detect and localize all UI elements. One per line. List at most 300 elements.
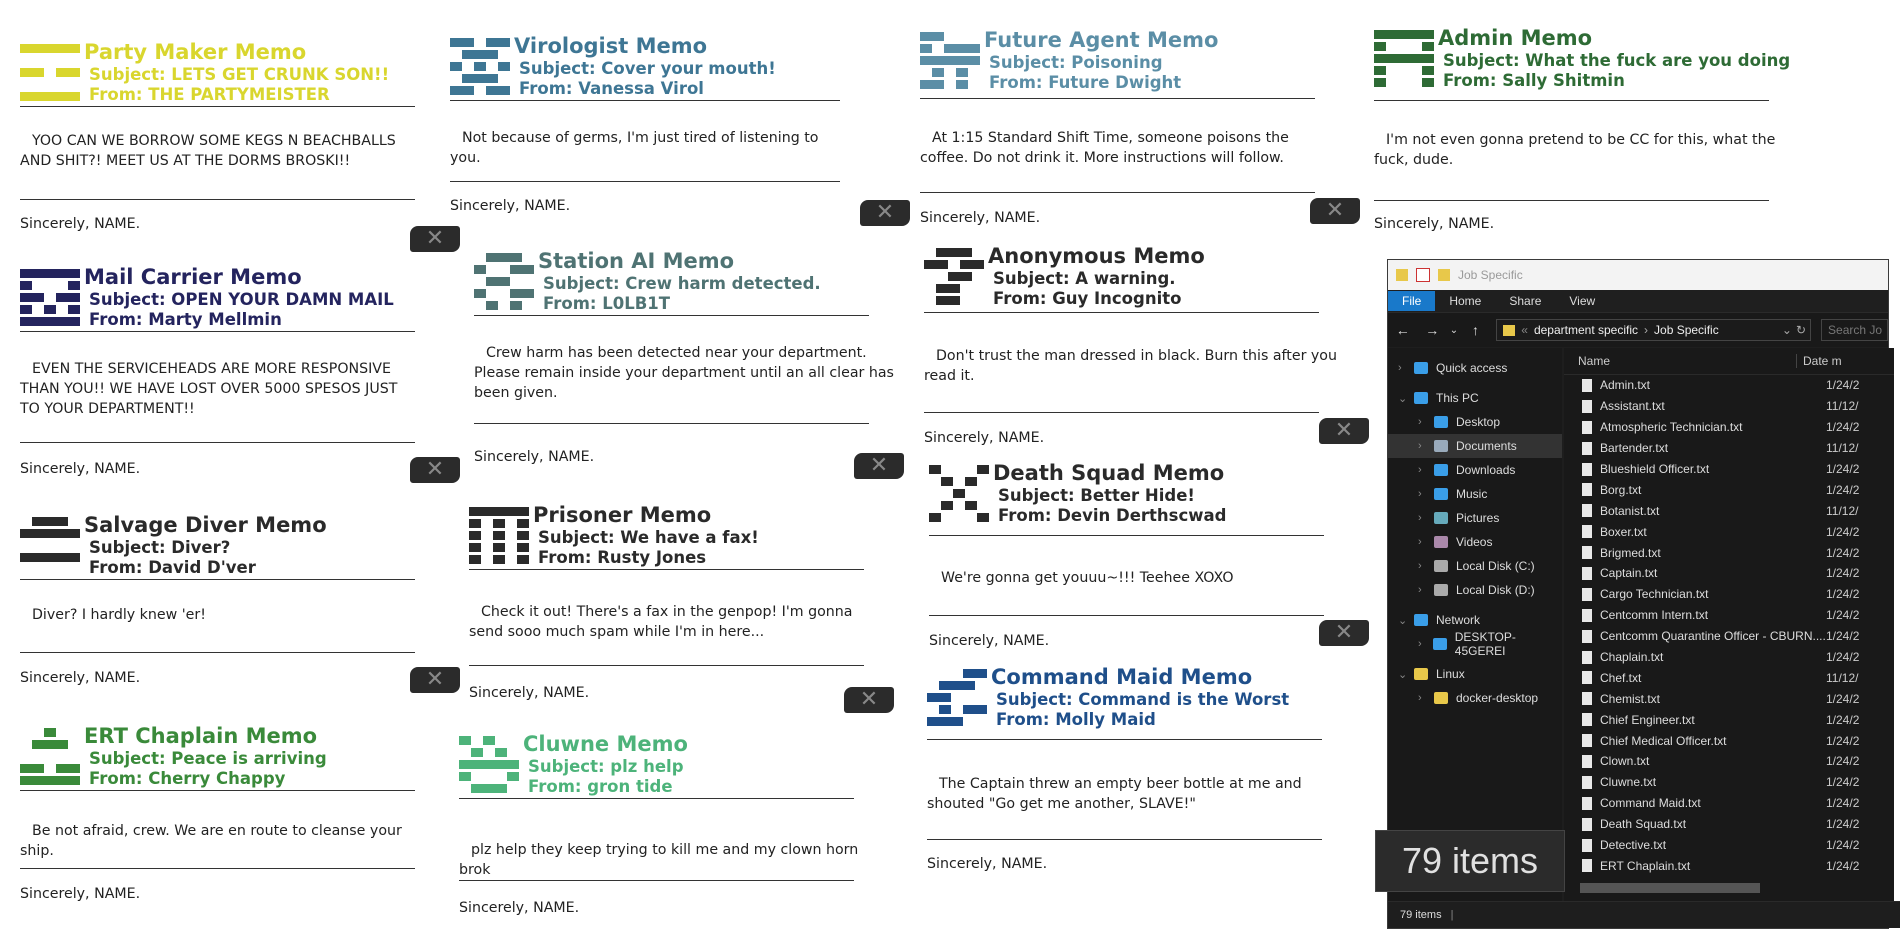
close-icon: ✕ [1334,620,1354,645]
text-file-icon [1582,609,1592,622]
forward-icon[interactable]: → [1425,322,1440,338]
logo-pixel [20,529,32,538]
logo-pixel [56,44,68,53]
file-name: Chief Medical Officer.txt [1600,733,1727,748]
nav-item[interactable] [1388,482,1562,506]
file-name: Captain.txt [1600,566,1658,581]
nav-item-label: Desktop [1456,415,1501,429]
file-row[interactable] [1564,396,1894,417]
nav-item[interactable] [1388,632,1562,656]
file-date: 1/24/2 [1826,545,1860,560]
logo-pixel [44,92,56,101]
memo-body: At 1:15 Standard Shift Time, someone poisons the coffee. Do not drink it. More instructions will follow. [920,130,1289,166]
logo-pixel [941,501,953,510]
text-file-icon [1582,463,1592,476]
file-name: Admin.txt [1600,378,1651,393]
divider [927,839,1322,840]
back-icon[interactable]: ← [1395,322,1410,338]
logo-pixel [517,543,529,552]
overflow-chevron-icon[interactable]: « [1521,323,1528,337]
status-bar [1388,901,1900,928]
close-button[interactable] [1310,198,1360,224]
logo-pixel [32,269,44,278]
logo-pixel [517,531,529,540]
file-row[interactable] [1564,751,1894,772]
up-icon[interactable]: ↑ [1472,322,1480,338]
divider [20,442,415,443]
file-date: 1/24/2 [1826,775,1860,790]
memo-logo-icon [20,44,82,106]
memo-body: Crew harm has been detected near your department. Please remain inside your department until an all clear has been given. [474,345,894,401]
memo-header [991,665,1289,730]
properties-icon[interactable] [1416,268,1430,282]
memo-signature: Sincerely, NAME. [924,430,1045,446]
file-name: Death Squad.txt [1600,817,1687,832]
logo-pixel [44,776,56,785]
recent-locations-icon[interactable]: ⌄ [1449,324,1459,336]
desktop-icon [1434,416,1448,428]
logo-pixel [941,477,953,486]
logo-pixel [486,86,498,95]
memo-from: From: THE PARTYMEISTER [89,85,330,104]
memo-from: From: Cherry Chappy [89,769,286,788]
logo-pixel [960,260,972,269]
memo-signature: Sincerely, NAME. [450,198,571,214]
file-row[interactable] [1564,793,1894,814]
nav-item-label: This PC [1436,391,1479,405]
logo-pixel [44,44,56,53]
logo-pixel [927,693,939,702]
logo-pixel [68,317,80,326]
memo-from: From: Marty Mellmin [89,310,282,329]
tab-home[interactable]: Home [1449,294,1482,308]
close-button[interactable] [410,457,460,483]
logo-pixel [481,507,493,516]
logo-pixel [927,717,939,726]
file-list [1564,348,1894,908]
memo-signature: Sincerely, NAME. [927,856,1048,872]
download-icon [1434,464,1448,476]
chevron-icon[interactable]: › [1418,488,1422,500]
memo-from: From: L0LB1T [543,294,671,313]
logo-pixel [68,92,80,101]
file-row[interactable] [1564,855,1894,876]
memo-body: YOO CAN WE BORROW SOME KEGS N BEACHBALLS AND SHIT?! MEET US AT THE DORMS BROSKI!! [20,133,396,169]
breadcrumb-department-specific[interactable]: department specific [1533,323,1639,337]
logo-pixel [56,776,68,785]
logo-pixel [493,519,505,528]
explorer-titlebar[interactable] [1388,260,1888,290]
file-row[interactable] [1564,626,1894,647]
logo-pixel [32,764,44,773]
nav-item[interactable] [1388,686,1562,710]
logo-pixel [493,507,505,516]
column-name-header[interactable]: Name [1578,354,1611,368]
memo-subject: Subject: OPEN YOUR DAMN MAIL [89,290,394,309]
file-date: 1/24/2 [1826,858,1860,873]
file-explorer-window[interactable] [1387,259,1889,929]
logo-pixel [960,272,972,281]
nav-item-label: docker-desktop [1456,691,1539,705]
file-name: Cargo Technician.txt [1600,587,1709,602]
logo-pixel [474,74,486,83]
file-row[interactable] [1564,459,1894,480]
breadcrumb-job-specific[interactable]: Job Specific [1654,323,1719,337]
close-button[interactable] [854,453,904,479]
divider [469,665,864,666]
file-name: Chief Engineer.txt [1600,712,1695,727]
divider [20,868,415,869]
nav-item-label: Downloads [1456,463,1516,477]
divider [920,192,1315,193]
close-button[interactable] [410,226,460,252]
logo-pixel [483,784,495,793]
logo-pixel [1422,66,1434,75]
memo-header [538,249,821,314]
nav-item[interactable] [1388,506,1562,530]
file-row[interactable] [1564,709,1894,730]
file-date: 11/12/ [1826,670,1859,685]
memo-logo-icon [20,728,82,790]
memo-logo-icon [20,517,82,579]
memo-subject: Subject: What the fuck are you doing [1443,51,1791,70]
file-name: Assistant.txt [1600,399,1665,414]
nav-item[interactable] [1388,578,1562,602]
logo-pixel [939,681,951,690]
logo-pixel [20,269,32,278]
folder-icon [1503,325,1515,336]
close-button[interactable] [860,200,910,226]
file-date: 11/12/ [1826,503,1859,518]
memo-title: Anonymous Memo [988,244,1205,268]
text-file-icon [1582,734,1592,747]
file-name: Atmospheric Technician.txt [1600,420,1743,435]
logo-pixel [68,529,80,538]
nav-item[interactable] [1388,608,1562,632]
file-date: 1/24/2 [1826,378,1860,393]
text-file-icon [1582,379,1592,392]
memo-body: EVEN THE SERVICEHEADS ARE MORE RESPONSIVE THAN YOU!! WE HAVE LOST OVER 5000 SPESOS JUST TO YOUR DEPARTMENT!! [20,361,398,417]
logo-pixel [44,517,56,526]
text-file-icon [1582,421,1592,434]
memo-logo-icon [450,38,512,100]
logo-pixel [68,269,80,278]
memo-title: Prisoner Memo [533,503,712,527]
logo-pixel [1386,54,1398,63]
file-row[interactable] [1564,605,1894,626]
logo-pixel [20,553,32,562]
file-row[interactable] [1564,667,1894,688]
file-date: 1/24/2 [1826,650,1860,665]
search-input[interactable]: Search Jo [1821,319,1888,341]
logo-pixel [471,748,483,757]
logo-pixel [510,253,522,262]
logo-pixel [517,555,529,564]
chevron-icon[interactable]: ⌄ [1398,668,1408,681]
divider [459,880,854,881]
memo-body: plz help they keep trying to kill me and my clown horn brok [459,842,859,878]
memo-body: Check it out! There's a fax in the genpop! I'm gonna send sooo much spam while I'm in here... [469,604,853,640]
file-row[interactable] [1564,772,1894,793]
memo-logo-icon [1374,30,1436,92]
file-date: 1/24/2 [1826,838,1860,853]
chevron-icon[interactable]: › [1418,692,1422,704]
logo-pixel [1398,30,1410,39]
logo-pixel [965,477,977,486]
divider [450,181,840,182]
column-date-header[interactable]: Date m [1796,354,1842,368]
file-date: 1/24/2 [1826,796,1860,811]
file-date: 1/24/2 [1826,733,1860,748]
memo-signature: Sincerely, NAME. [20,886,141,902]
divider [1374,200,1769,201]
logo-pixel [44,740,56,749]
nav-item[interactable] [1388,530,1562,554]
file-date: 1/24/2 [1826,629,1860,644]
computer-icon [1433,638,1446,650]
chevron-down-icon[interactable]: ⌄ [1781,323,1792,337]
divider [450,100,840,101]
file-row[interactable] [1564,563,1894,584]
logo-pixel [450,62,462,71]
memo-header [514,34,776,99]
memo-from: From: gron tide [528,777,673,796]
logo-pixel [1422,78,1434,87]
tab-share[interactable]: Share [1509,294,1542,308]
logo-pixel [932,56,944,65]
memo-subject: Subject: LETS GET CRUNK SON!! [89,65,390,84]
tab-view[interactable]: View [1569,294,1596,308]
logo-pixel [1422,42,1434,51]
memo-header [993,461,1226,526]
chevron-icon[interactable]: ⌄ [1398,614,1408,627]
nav-item[interactable] [1388,386,1562,410]
linux-icon [1414,668,1428,680]
logo-pixel [68,68,80,77]
logo-pixel [44,269,56,278]
text-file-icon [1582,588,1592,601]
chevron-icon[interactable]: › [1418,638,1422,650]
file-name: Centcomm Intern.txt [1600,608,1709,623]
memo-signature: Sincerely, NAME. [929,633,1050,649]
logo-pixel [471,784,483,793]
logo-pixel [469,507,481,516]
logo-pixel [977,465,989,474]
logo-pixel [1422,54,1434,63]
nav-item[interactable] [1388,410,1562,434]
logo-pixel [951,717,963,726]
chevron-icon[interactable]: › [1418,464,1422,476]
chevron-icon[interactable]: › [1418,440,1422,452]
file-name: Botanist.txt [1600,503,1660,518]
close-button[interactable] [1319,418,1369,444]
logo-pixel [968,56,980,65]
divider [20,652,415,653]
logo-pixel [517,507,529,516]
logo-pixel [495,748,507,757]
nav-item[interactable] [1388,662,1562,686]
file-row[interactable] [1564,479,1894,500]
close-button[interactable] [1319,620,1369,646]
file-name: Clown.txt [1600,754,1650,769]
divider [929,535,1324,536]
ribbon-tabs [1388,290,1888,313]
file-date: 1/24/2 [1826,754,1860,769]
logo-pixel [20,317,32,326]
logo-pixel [56,317,68,326]
logo-pixel [20,305,32,314]
divider [20,579,415,580]
logo-pixel [1422,30,1434,39]
nav-item-label: Videos [1456,535,1493,549]
file-row[interactable] [1564,688,1894,709]
memo-subject: Subject: Crew harm detected. [543,274,821,293]
nav-item[interactable] [1388,356,1562,380]
text-file-icon [1582,400,1592,413]
memo-title: Party Maker Memo [84,40,307,64]
logo-pixel [948,296,960,305]
file-row[interactable] [1564,417,1894,438]
logo-pixel [462,74,474,83]
memo-from: From: Devin Derthscwad [998,506,1227,525]
memo-signature: Sincerely, NAME. [469,685,590,701]
text-file-icon [1582,797,1592,810]
nav-item[interactable] [1388,554,1562,578]
nav-item-label: Documents [1456,439,1517,453]
nav-item[interactable] [1388,434,1562,458]
address-bar[interactable] [1496,319,1811,341]
file-row[interactable] [1564,542,1894,563]
logo-pixel [948,272,960,281]
text-file-icon [1582,713,1592,726]
new-folder-icon[interactable] [1438,269,1450,281]
logo-pixel [486,38,498,47]
logo-pixel [960,248,972,257]
logo-pixel [1410,54,1422,63]
memo-title: Salvage Diver Memo [84,513,327,537]
logo-pixel [68,553,80,562]
file-row[interactable] [1564,500,1894,521]
logo-pixel [32,553,44,562]
chevron-icon[interactable]: › [1418,416,1422,428]
file-row[interactable] [1564,521,1894,542]
logo-pixel [68,44,80,53]
logo-pixel [32,776,44,785]
memo-body: Don't trust the man dressed in black. Burn this after you read it. [924,348,1337,384]
chevron-icon[interactable]: › [1418,512,1422,524]
memo-logo-icon [469,507,531,569]
file-date: 11/12/ [1826,399,1859,414]
file-row[interactable] [1564,647,1894,668]
computer-icon [1414,392,1428,404]
logo-pixel [507,760,519,769]
file-row[interactable] [1564,438,1894,459]
logo-pixel [929,465,941,474]
memo-subject: Subject: Peace is arriving [89,749,327,768]
file-date: 1/24/2 [1826,691,1860,706]
memo-logo-icon [474,253,536,315]
file-name: Chef.txt [1600,670,1642,685]
close-button[interactable] [410,667,460,693]
memo-signature: Sincerely, NAME. [20,461,141,477]
drive-icon [1434,584,1448,596]
logo-pixel [32,68,44,77]
nav-item-label: Quick access [1436,361,1508,375]
file-name: Cluwne.txt [1600,775,1657,790]
folder-icon [1434,692,1448,704]
file-row[interactable] [1564,584,1894,605]
memo-title: Death Squad Memo [993,461,1225,485]
memo-from: From: Future Dwight [989,73,1182,92]
file-row[interactable] [1564,814,1894,835]
memo-logo-icon [920,32,982,94]
nav-item[interactable] [1388,458,1562,482]
text-file-icon [1582,525,1592,538]
logo-pixel [1398,54,1410,63]
close-button[interactable] [844,687,894,713]
logo-pixel [510,265,522,274]
memo-body: Not because of germs, I'm just tired of listening to you. [450,130,819,166]
logo-pixel [483,760,495,769]
tab-file[interactable]: File [1388,291,1435,311]
text-file-icon [1582,442,1592,455]
chevron-icon[interactable]: › [1418,584,1422,596]
divider [929,615,1324,616]
memo-header [84,265,394,330]
logo-pixel [486,301,498,310]
logo-pixel [510,301,522,310]
horizontal-scrollbar[interactable] [1580,883,1760,893]
logo-pixel [32,92,44,101]
chevron-icon[interactable]: › [1418,536,1422,548]
logo-pixel [920,32,932,41]
logo-pixel [462,86,474,95]
logo-pixel [44,728,56,737]
close-icon: ✕ [425,226,445,251]
chevron-icon[interactable]: ⌄ [1398,392,1408,405]
text-file-icon [1582,692,1592,705]
nav-item-label: Pictures [1456,511,1500,525]
logo-pixel [944,44,956,53]
refresh-icon[interactable]: ↻ [1795,323,1807,337]
memo-header [533,503,759,568]
logo-pixel [510,289,522,298]
nav-item-label: Music [1456,487,1488,501]
divider [459,798,854,799]
memo-title: Mail Carrier Memo [84,265,302,289]
file-row[interactable] [1564,375,1894,396]
file-row[interactable] [1564,730,1894,751]
text-file-icon [1582,839,1592,852]
file-name: Chaplain.txt [1600,650,1664,665]
memo-header [988,244,1205,309]
item-count-tooltip: 79 items [1375,830,1565,892]
text-file-icon [1582,630,1592,643]
logo-pixel [920,56,932,65]
navigation-pane [1388,348,1562,906]
file-row[interactable] [1564,835,1894,856]
memo-header [523,732,688,797]
file-date: 1/24/2 [1826,420,1860,435]
logo-pixel [486,253,498,262]
chevron-icon[interactable]: › [1398,362,1402,374]
logo-pixel [936,260,948,269]
logo-pixel [1374,54,1386,63]
memo-logo-icon [924,248,986,310]
text-file-icon [1582,546,1592,559]
text-file-icon [1582,504,1592,517]
chevron-icon[interactable]: › [1418,560,1422,572]
